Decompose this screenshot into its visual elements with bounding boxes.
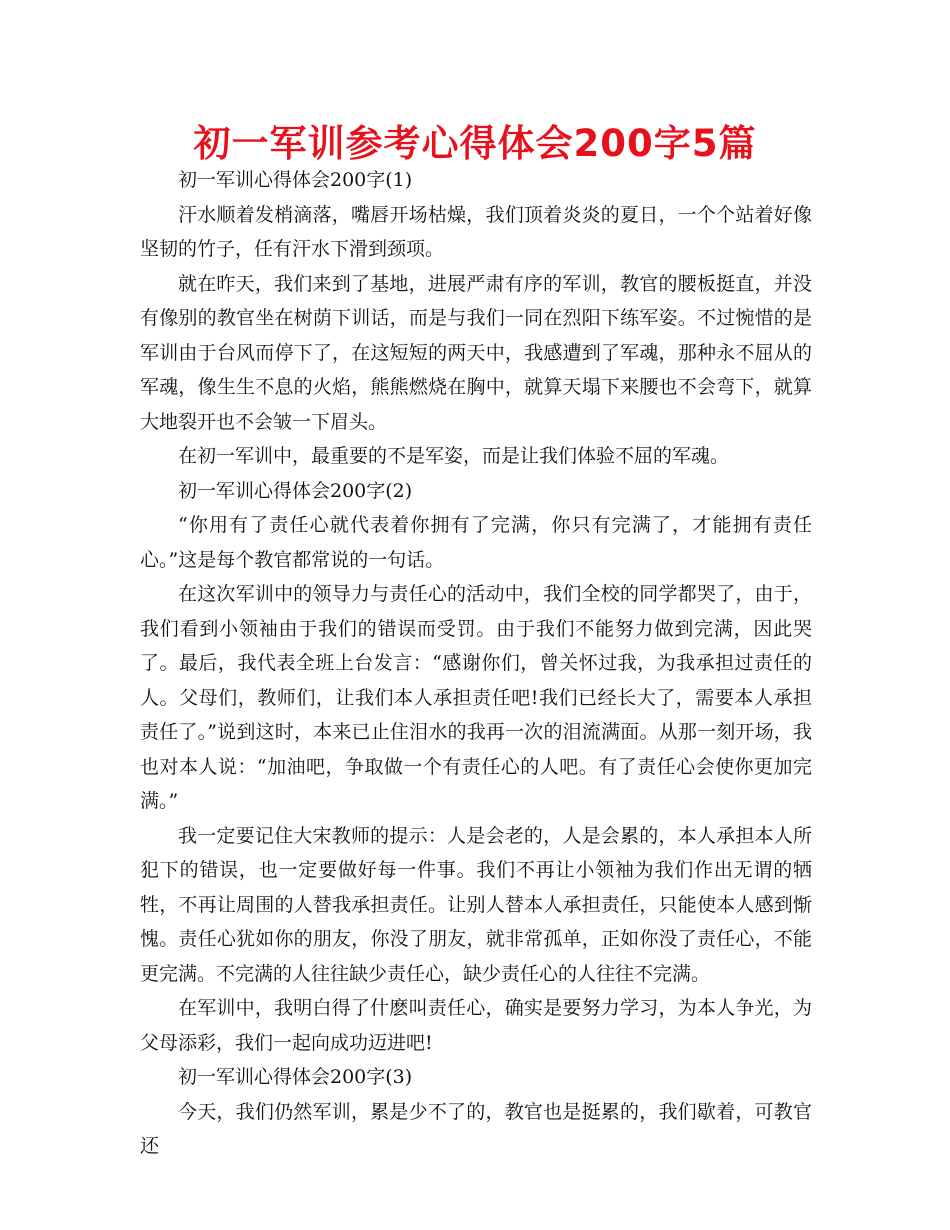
section-heading-3: 初一军训心得体会200字(3) <box>178 1066 413 1088</box>
paragraph: 在初一军训中，最重要的不是军姿，而是让我们体验不屈的军魂。 <box>178 445 730 467</box>
paragraph: 我一定要记住大宋教师的提示：人是会老的，人是会累的，本人承担本人所犯下的错误，也一定要做好每一件事。我们不再让小领袖为我们作出无谓的牺牲，不再让周围的人替我承担责任。让别人替本人承担责任，只能使本人感到惭愧。责任心犹如你的朋友，你没了朋友，就非常孤单，正如你没了责任心，不能更完满。不完满的人往往缺少责任心，缺少责任心的人往往不完满。 <box>140 824 812 985</box>
section-heading-2: 初一军训心得体会200字(2) <box>178 479 413 502</box>
paragraph: “你用有了责任心就代表着你拥有了完满，你只有完满了，才能拥有责任心。”这是每个教官都常说的一句话。 <box>140 514 812 571</box>
paragraph: 今天，我们仍然军训，累是少不了的，教官也是挺累的，我们歇着，可教官还 <box>140 1100 812 1157</box>
document-body <box>140 163 812 1164</box>
paragraph: 就在昨天，我们来到了基地，进展严肃有序的军训，教官的腰板挺直，并没有像别的教官坐在树荫下训话，而是与我们一同在烈阳下练军姿。不过惋惜的是军训由于台风而停下了，在这短短的两天中，我感遭到了军魂，那种永不屈从的军魂，像生生不息的火焰，熊熊燃烧在胸中，就算天塌下来腰也不会弯下，就算大地裂开也不会皱一下眉头。 <box>140 272 812 433</box>
paragraph: 在这次军训中的领导力与责任心的活动中，我们全校的同学都哭了，由于，我们看到小领袖由于我们的错误而受罚。由于我们不能努力做到完满，因此哭了。最后，我代表全班上台发言：“感谢你们，曾关怀过我，为我承担过责任的人。父母们，教师们，让我们本人承担责任吧!我们已经长大了，需要本人承担责任了。”说到这时，本来已止住泪水的我再一次的泪流满面。从那一刻开场，我也对本人说：“加油吧，争取做一个有责任心的人吧。有了责任心会使你更加完满。” <box>140 583 812 812</box>
document-title: 初一军训参考心得体会200字5篇 <box>193 122 757 165</box>
paragraph: 在军训中，我明白得了什麽叫责任心，确实是要努力学习，为本人争光，为父母添彩，我们一起向成功迈进吧! <box>140 997 812 1054</box>
section-heading-1: 初一军训心得体会200字(1) <box>178 169 413 191</box>
paragraph: 汗水顺着发梢滴落，嘴唇开场枯燥，我们顶着炎炎的夏日，一个个站着好像坚韧的竹子，任有汗水下滑到颈项。 <box>140 203 812 260</box>
